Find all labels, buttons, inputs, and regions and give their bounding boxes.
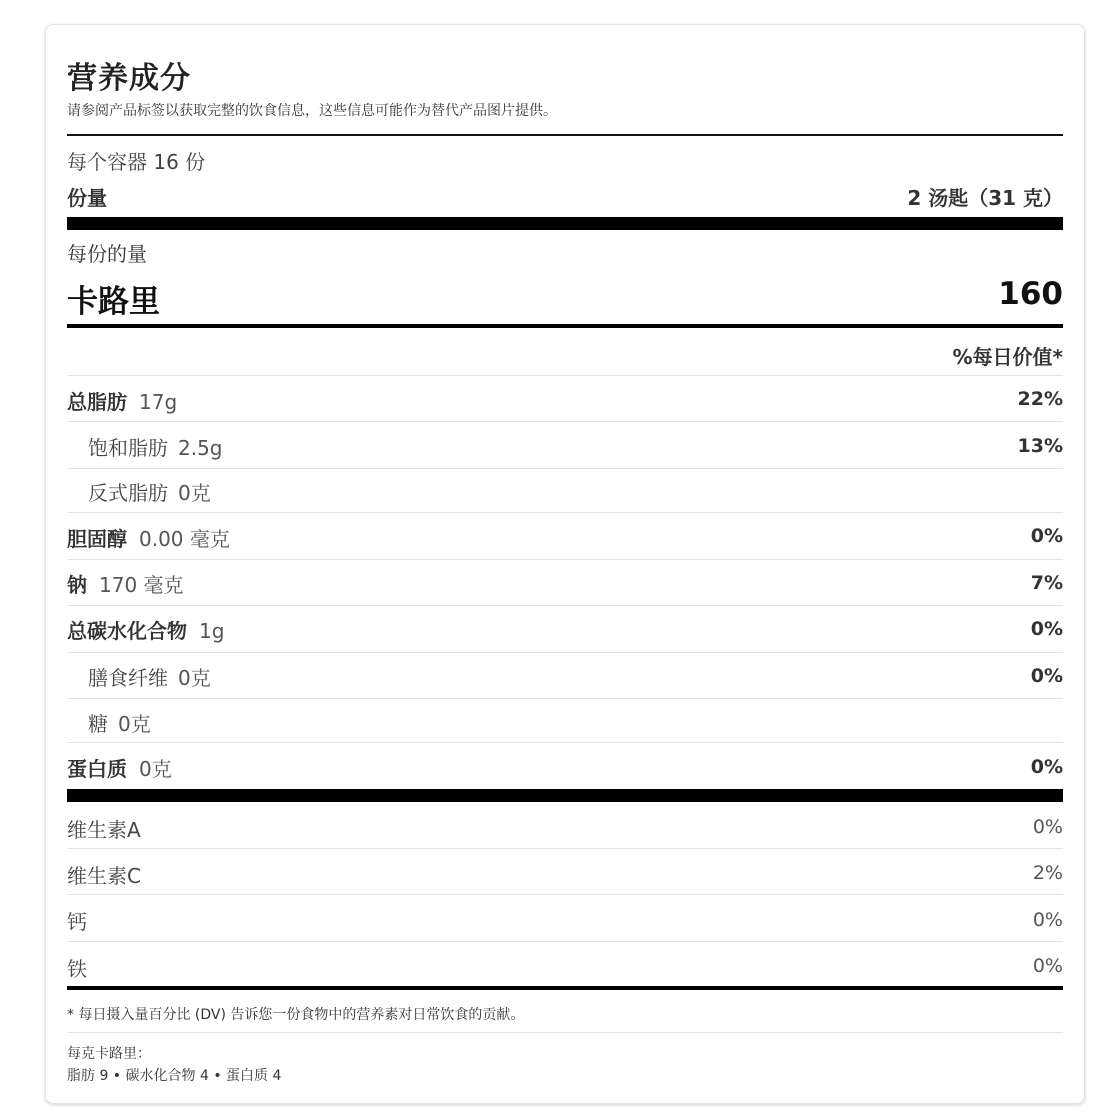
footnote: * 每日摄入量百分比 (DV) 告诉您一份食物中的营养素对日常饮食的贡献。 — [67, 1007, 525, 1023]
nutrient-dv-dietary-fiber: 0% — [1030, 665, 1063, 687]
medium-divider — [67, 986, 1063, 990]
row-divider — [67, 559, 1063, 560]
nutrition-facts-panel — [45, 24, 1085, 1104]
nutrient-row-trans-fat: 反式脂肪 0克 — [88, 481, 211, 505]
row-divider — [67, 698, 1063, 699]
thick-divider — [67, 789, 1063, 802]
disclaimer-text: 请参阅产品标签以获取完整的饮食信息，这些信息可能作为替代产品图片提供。 — [67, 103, 557, 119]
nutrient-row-protein: 蛋白质 0克 — [67, 757, 172, 781]
nutrient-row-sodium: 钠 170 毫克 — [67, 573, 184, 597]
daily-value-header: %每日价值* — [952, 345, 1063, 369]
calories-value: 160 — [998, 276, 1063, 312]
row-divider — [67, 941, 1063, 942]
vitamin-row-label: 维生素C — [67, 864, 141, 888]
nutrient-row-cholesterol: 胆固醇 0.00 毫克 — [67, 527, 230, 551]
medium-divider — [67, 324, 1063, 328]
calories-per-gram-values: 脂肪 9 • 碳水化合物 4 • 蛋白质 4 — [67, 1068, 282, 1084]
row-divider — [67, 894, 1063, 895]
row-divider — [67, 468, 1063, 469]
calories-per-gram-label: 每克卡路里： — [67, 1046, 151, 1062]
divider — [67, 134, 1063, 136]
vitamin-row-label: 维生素A — [67, 818, 141, 842]
vitamin-row-label: 铁 — [67, 957, 87, 981]
vitamin-row-dv: 0% — [1032, 955, 1063, 977]
row-divider — [67, 652, 1063, 653]
nutrient-row-sugars: 糖 0克 — [88, 712, 151, 736]
nutrient-row-dietary-fiber: 膳食纤维 0克 — [88, 666, 211, 690]
vitamin-row-dv: 0% — [1032, 816, 1063, 838]
nutrient-dv-protein: 0% — [1030, 756, 1063, 778]
nutrient-dv-total-fat: 22% — [1017, 388, 1063, 410]
servings-per-container: 每个容器 16 份 — [67, 150, 206, 174]
amount-per-serving: 每份的量 — [67, 242, 147, 266]
vitamin-row-label: 钙 — [67, 910, 87, 934]
nutrient-dv-sodium: 7% — [1030, 572, 1063, 594]
row-divider — [67, 375, 1063, 376]
vitamin-row-dv: 0% — [1032, 909, 1063, 931]
row-divider — [67, 742, 1063, 743]
nutrient-dv-total-carbohydrate: 0% — [1030, 618, 1063, 640]
nutrient-row-total-carbohydrate: 总碳水化合物 1g — [67, 619, 225, 643]
row-divider — [67, 848, 1063, 849]
thick-divider — [67, 217, 1063, 230]
row-divider — [67, 1032, 1063, 1033]
row-divider — [67, 421, 1063, 422]
calories-label: 卡路里 — [67, 284, 160, 320]
serving-size-label: 份量 — [67, 186, 107, 210]
serving-size-value: 2 汤匙（31 克） — [907, 186, 1063, 210]
row-divider — [67, 512, 1063, 513]
row-divider — [67, 605, 1063, 606]
panel-title: 营养成分 — [67, 61, 191, 96]
nutrient-dv-saturated-fat: 13% — [1017, 435, 1063, 457]
nutrient-row-total-fat: 总脂肪 17g — [67, 390, 178, 414]
nutrient-dv-cholesterol: 0% — [1030, 525, 1063, 547]
nutrient-row-saturated-fat: 饱和脂肪 2.5g — [88, 436, 223, 460]
vitamin-row-dv: 2% — [1032, 862, 1063, 884]
